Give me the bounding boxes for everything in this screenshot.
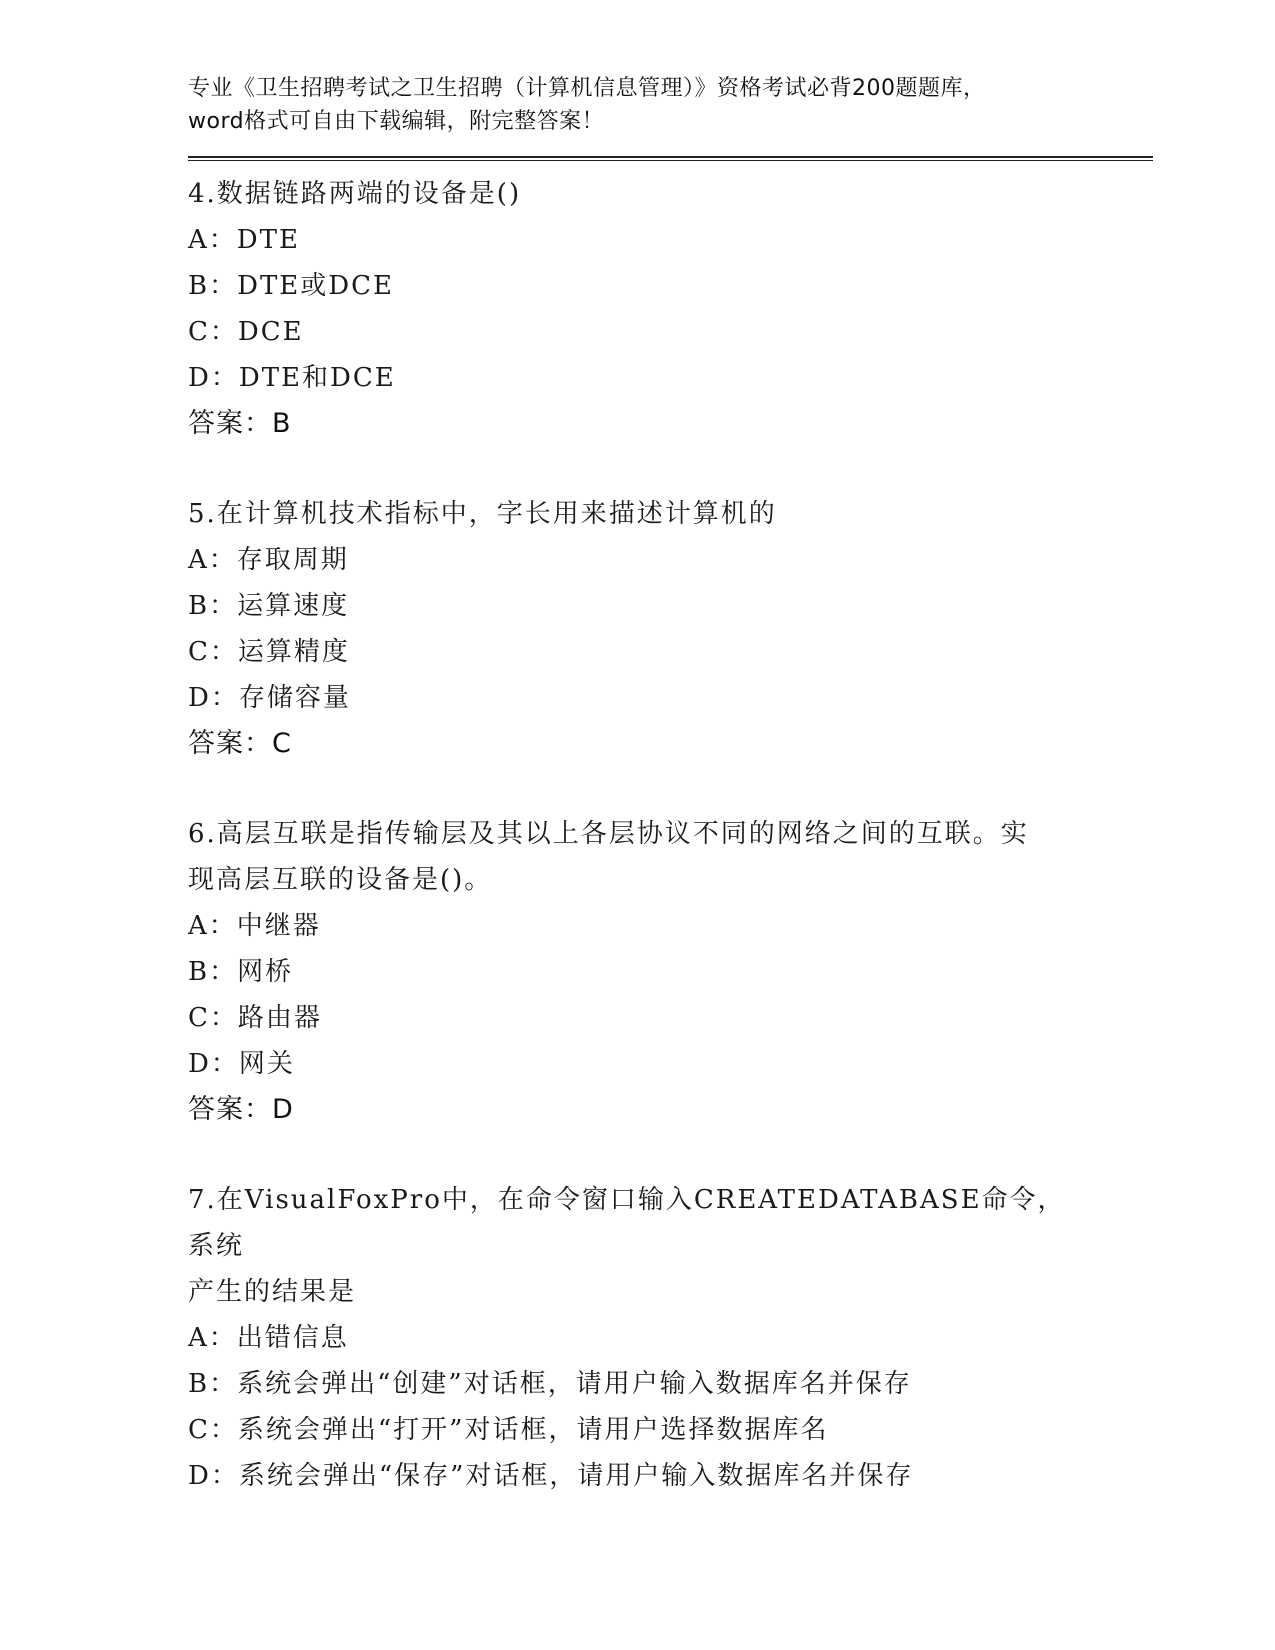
option-c: C：路由器 (188, 1003, 322, 1033)
question-4 (188, 171, 1148, 447)
question-5 (188, 491, 1148, 767)
option-d: D：系统会弹出“保存”对话框，请用户输入数据库名并保存 (188, 1461, 914, 1491)
option-d: D：存储容量 (188, 683, 351, 713)
option-b: B：DTE或DCE (188, 271, 394, 301)
answer-line: 答案：D (188, 1094, 294, 1125)
question-stem-line-1: 6.高层互联是指传输层及其以上各层协议不同的网络之间的互联。实 (188, 819, 1029, 849)
question-6 (188, 811, 1148, 1133)
question-stem: 5.在计算机技术指标中，字长用来描述计算机的 (188, 499, 777, 529)
question-list (188, 171, 1148, 1499)
option-c: C：系统会弹出“打开”对话框，请用户选择数据库名 (188, 1415, 829, 1445)
option-a: A：中继器 (188, 911, 321, 941)
question-stem-line-1: 7.在VisualFoxPro中，在命令窗口输入CREATEDATABASE命令，系统 (188, 1185, 1066, 1261)
option-a: A：出错信息 (188, 1323, 349, 1353)
option-b: B：系统会弹出“创建”对话框，请用户输入数据库名并保存 (188, 1369, 912, 1399)
answer-line: 答案：C (188, 728, 292, 759)
answer-line: 答案：B (188, 408, 292, 439)
question-stem-line-2: 产生的结果是 (188, 1277, 357, 1307)
document-page (188, 72, 1148, 1543)
option-b: B：网桥 (188, 957, 294, 987)
option-d: D：网关 (188, 1049, 295, 1079)
header-line-2: word格式可自由下载编辑，附完整答案！ (188, 109, 605, 134)
document-header (188, 72, 1148, 138)
header-divider (188, 156, 1153, 161)
question-7 (188, 1177, 1148, 1499)
option-a: A：DTE (188, 225, 300, 255)
option-c: C：DCE (188, 317, 304, 347)
option-c: C：运算精度 (188, 637, 350, 667)
option-a: A：存取周期 (188, 545, 349, 575)
option-d: D：DTE和DCE (188, 363, 396, 393)
option-b: B：运算速度 (188, 591, 350, 621)
header-line-1: 专业《卫生招聘考试之卫生招聘（计算机信息管理）》资格考试必背200题题库， (188, 76, 986, 101)
question-stem: 4.数据链路两端的设备是() (188, 179, 522, 209)
question-stem-line-2: 现高层互联的设备是()。 (188, 865, 493, 895)
